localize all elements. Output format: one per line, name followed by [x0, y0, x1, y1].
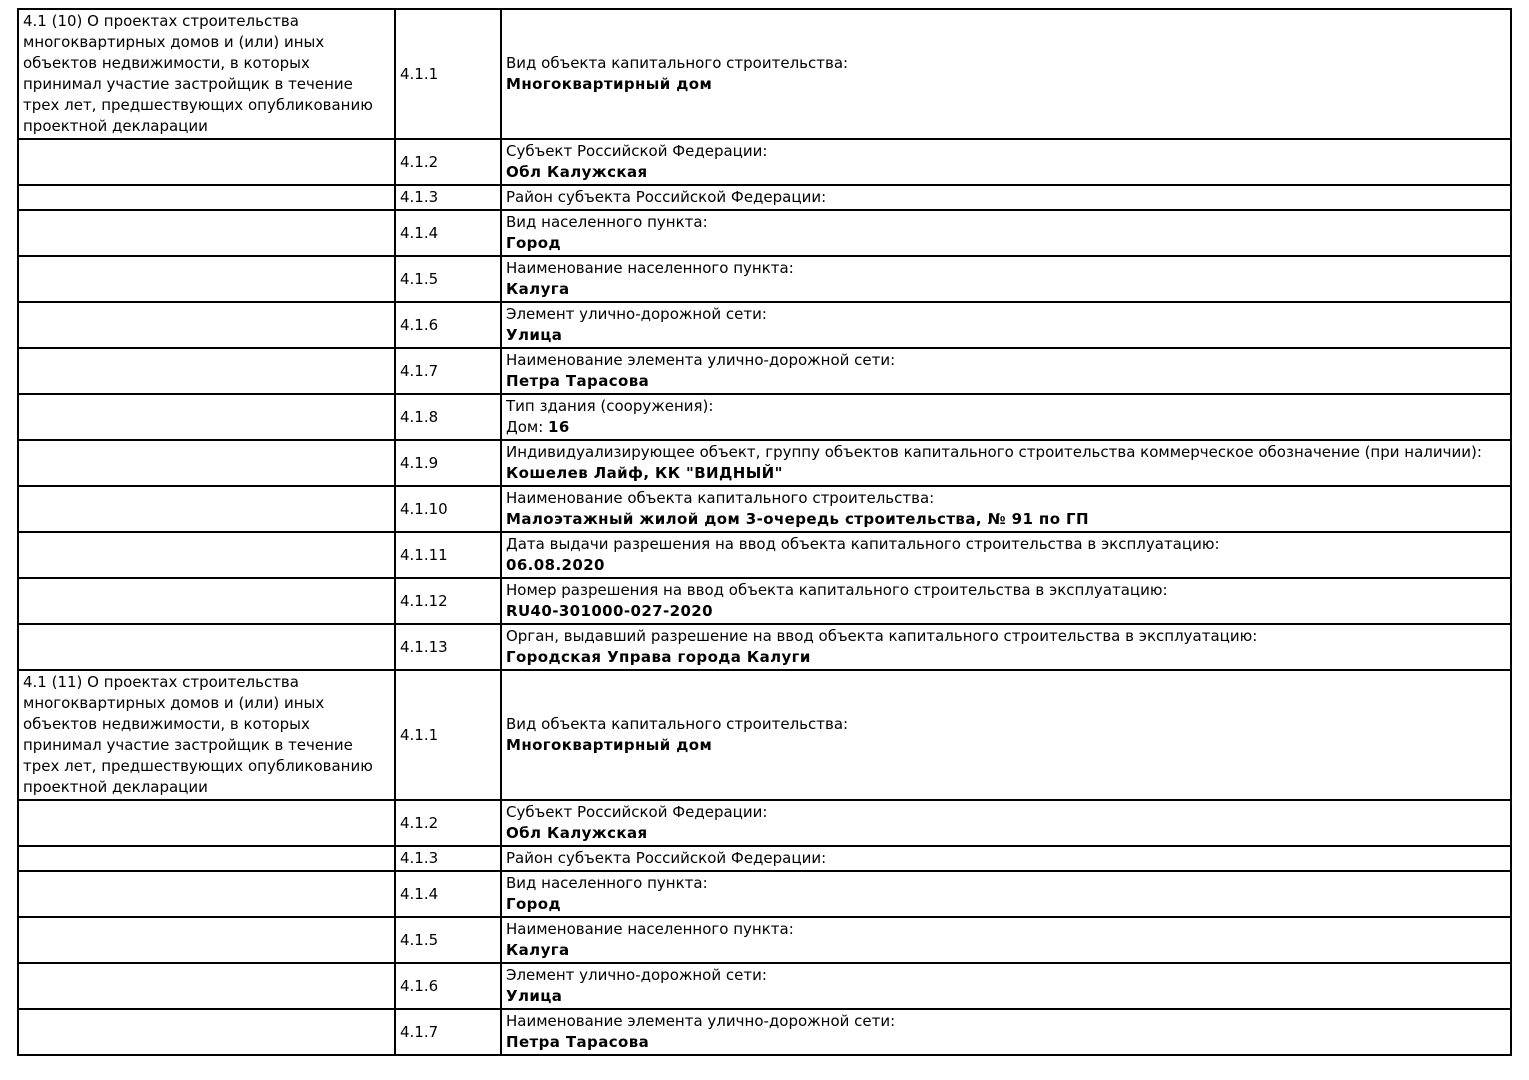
item-number-cell [395, 486, 501, 532]
item-content-cell [501, 624, 1511, 670]
field-value: Кошелев Лайф, КК "ВИДНЫЙ" [506, 464, 783, 482]
item-number: 4.1.1 [400, 64, 439, 83]
section-description-cell [18, 486, 395, 532]
item-content-cell [501, 440, 1511, 486]
field-label: Наименование элемента улично-дорожной сети: [506, 1012, 896, 1030]
field-value: Петра Тарасова [506, 372, 650, 390]
field-value: Петра Тарасова [506, 1033, 650, 1051]
item-number-cell [395, 917, 501, 963]
section-description-cell [18, 440, 395, 486]
item-content-cell [501, 139, 1511, 185]
table-row [18, 9, 1511, 139]
field-value-line [506, 555, 1506, 576]
section-description-cell [18, 846, 395, 871]
field-label: Наименование элемента улично-дорожной сети: [506, 351, 896, 369]
item-content-cell [501, 256, 1511, 302]
field-value-line [506, 509, 1506, 530]
item-content-cell [501, 670, 1511, 800]
field-value-line [506, 647, 1506, 668]
table-row [18, 394, 1511, 440]
field-value: 06.08.2020 [506, 556, 605, 574]
item-number: 4.1.8 [400, 407, 439, 426]
field-value-line [506, 371, 1506, 392]
item-content-cell [501, 302, 1511, 348]
field-value-line [506, 233, 1506, 254]
table-row [18, 256, 1511, 302]
field-value: Город [506, 895, 562, 913]
field-value-line [506, 940, 1506, 961]
item-number-cell [395, 578, 501, 624]
field-label: Номер разрешения на ввод объекта капитального строительства в эксплуатацию: [506, 581, 1168, 599]
item-number: 4.1.9 [400, 453, 439, 472]
field-label: Вид населенного пункта: [506, 213, 708, 231]
field-value-line [506, 463, 1506, 484]
field-value: 16 [548, 418, 570, 436]
table-row [18, 348, 1511, 394]
section-description-cell [18, 9, 395, 139]
field-value-line [506, 162, 1506, 183]
item-number: 4.1.11 [400, 545, 448, 564]
section-description-text: 4.1 (11) О проектах строительства многоквартирных домов и (или) иных объектов недвижимости, в которых принимал участие застройщик в течение трех лет, предшествующих опубликованию проектной декларации [23, 673, 373, 796]
section-description-cell [18, 1009, 395, 1055]
field-value: Калуга [506, 280, 570, 298]
field-value: Калуга [506, 941, 570, 959]
item-number: 4.1.7 [400, 361, 439, 380]
table-row [18, 871, 1511, 917]
item-content-cell [501, 348, 1511, 394]
table-row [18, 846, 1511, 871]
field-value-line [506, 325, 1506, 346]
item-number: 4.1.4 [400, 223, 439, 242]
item-number-cell [395, 210, 501, 256]
field-value: Обл Калужская [506, 824, 648, 842]
section-description-cell [18, 917, 395, 963]
item-number: 4.1.6 [400, 976, 439, 995]
item-number-cell [395, 185, 501, 210]
section-description-cell [18, 256, 395, 302]
field-value: Улица [506, 987, 563, 1005]
field-value-line [506, 823, 1506, 844]
section-description-cell [18, 394, 395, 440]
item-number-cell [395, 1009, 501, 1055]
section-description-cell [18, 871, 395, 917]
field-label: Орган, выдавший разрешение на ввод объекта капитального строительства в эксплуатацию: [506, 627, 1258, 645]
item-content-cell [501, 394, 1511, 440]
field-label: Наименование населенного пункта: [506, 920, 794, 938]
item-number-cell [395, 348, 501, 394]
field-label: Наименование населенного пункта: [506, 259, 794, 277]
table-row [18, 139, 1511, 185]
field-label: Тип здания (сооружения): [506, 397, 714, 415]
table-row [18, 963, 1511, 1009]
field-value-line [506, 986, 1506, 1007]
field-label: Элемент улично-дорожной сети: [506, 305, 767, 323]
item-number: 4.1.5 [400, 930, 439, 949]
table-body [18, 9, 1511, 1055]
item-number: 4.1.4 [400, 884, 439, 903]
item-number: 4.1.1 [400, 725, 439, 744]
field-label: Район субъекта Российской Федерации: [506, 849, 827, 867]
field-value: Многоквартирный дом [506, 736, 713, 754]
item-content-cell [501, 1009, 1511, 1055]
table-row [18, 917, 1511, 963]
item-number: 4.1.3 [400, 188, 439, 206]
item-number-cell [395, 871, 501, 917]
field-value-line [506, 601, 1506, 622]
field-value: Многоквартирный дом [506, 75, 713, 93]
item-content-cell [501, 846, 1511, 871]
field-label: Вид объекта капитального строительства: [506, 715, 849, 733]
section-description-cell [18, 963, 395, 1009]
item-content-cell [501, 871, 1511, 917]
item-content-cell [501, 800, 1511, 846]
table-row [18, 210, 1511, 256]
table-row [18, 670, 1511, 800]
field-value-line [506, 1032, 1506, 1053]
table-row [18, 578, 1511, 624]
project-declaration-table [17, 8, 1512, 1056]
field-value: Город [506, 234, 562, 252]
table-row [18, 302, 1511, 348]
item-number-cell [395, 963, 501, 1009]
item-number-cell [395, 670, 501, 800]
field-label: Наименование объекта капитального строительства: [506, 489, 935, 507]
section-description-cell [18, 578, 395, 624]
field-label: Район субъекта Российской Федерации: [506, 188, 827, 206]
field-label: Субъект Российской Федерации: [506, 142, 768, 160]
section-description-cell [18, 800, 395, 846]
item-content-cell [501, 185, 1511, 210]
item-content-cell [501, 9, 1511, 139]
item-number: 4.1.6 [400, 315, 439, 334]
item-content-cell [501, 486, 1511, 532]
item-number: 4.1.13 [400, 637, 448, 656]
item-content-cell [501, 532, 1511, 578]
field-value: Обл Калужская [506, 163, 648, 181]
item-content-cell [501, 210, 1511, 256]
item-content-cell [501, 578, 1511, 624]
item-number: 4.1.3 [400, 849, 439, 867]
item-number: 4.1.12 [400, 591, 448, 610]
item-content-cell [501, 963, 1511, 1009]
table-row [18, 1009, 1511, 1055]
field-value-line [506, 894, 1506, 915]
item-number-cell [395, 532, 501, 578]
field-label: Вид населенного пункта: [506, 874, 708, 892]
field-value: Улица [506, 326, 563, 344]
field-label: Субъект Российской Федерации: [506, 803, 768, 821]
field-label: Дата выдачи разрешения на ввод объекта капитального строительства в эксплуатацию: [506, 535, 1220, 553]
section-description-cell [18, 532, 395, 578]
section-description-text: 4.1 (10) О проектах строительства многоквартирных домов и (или) иных объектов недвижимости, в которых принимал участие застройщик в течение трех лет, предшествующих опубликованию проектной декларации [23, 12, 373, 135]
section-description-cell [18, 185, 395, 210]
section-description-cell [18, 348, 395, 394]
item-number: 4.1.5 [400, 269, 439, 288]
table-row [18, 440, 1511, 486]
item-content-cell [501, 917, 1511, 963]
field-value: Городская Управа города Калуги [506, 648, 811, 666]
item-number: 4.1.2 [400, 813, 439, 832]
field-value-line [506, 74, 1506, 95]
field-value-line [506, 279, 1506, 300]
table-row [18, 800, 1511, 846]
item-number-cell [395, 302, 501, 348]
section-description-cell [18, 139, 395, 185]
field-label: Элемент улично-дорожной сети: [506, 966, 767, 984]
item-number: 4.1.10 [400, 499, 448, 518]
item-number-cell [395, 9, 501, 139]
field-label: Индивидуализирующее объект, группу объектов капитального строительства коммерческое обозначение (при наличии): [506, 443, 1482, 461]
field-value-prefix: Дом: [506, 418, 549, 436]
field-value: Малоэтажный жилой дом 3-очередь строительства, № 91 по ГП [506, 510, 1089, 528]
item-number: 4.1.2 [400, 152, 439, 171]
item-number-cell [395, 139, 501, 185]
section-description-cell [18, 210, 395, 256]
item-number-cell [395, 256, 501, 302]
field-value-line [506, 417, 1506, 438]
field-label: Вид объекта капитального строительства: [506, 54, 849, 72]
section-description-cell [18, 670, 395, 800]
table-row [18, 185, 1511, 210]
field-value-line [506, 735, 1506, 756]
field-value: RU40-301000-027-2020 [506, 602, 713, 620]
item-number-cell [395, 800, 501, 846]
table-row [18, 532, 1511, 578]
section-description-cell [18, 624, 395, 670]
item-number-cell [395, 846, 501, 871]
item-number-cell [395, 394, 501, 440]
section-description-cell [18, 302, 395, 348]
table-row [18, 486, 1511, 532]
item-number-cell [395, 440, 501, 486]
item-number: 4.1.7 [400, 1022, 439, 1041]
item-number-cell [395, 624, 501, 670]
table-row [18, 624, 1511, 670]
